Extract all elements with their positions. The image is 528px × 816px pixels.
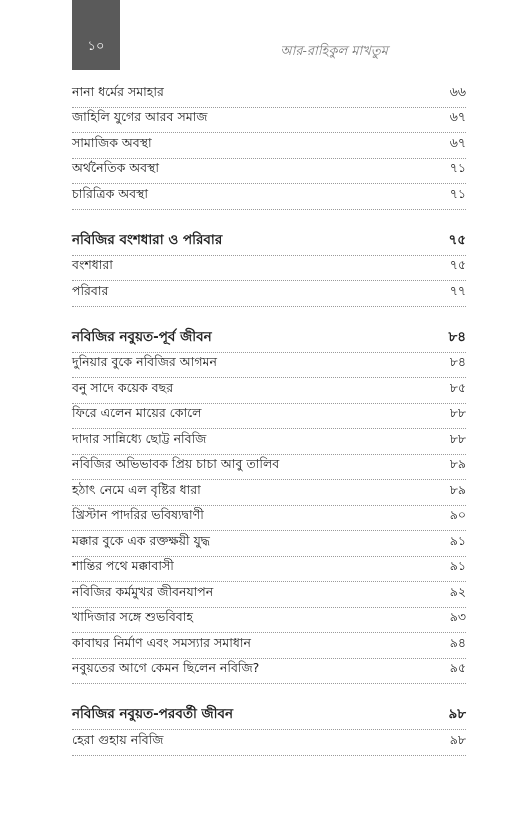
toc-entry[interactable] [72,582,466,608]
toc-chapter-title: নবিজির নবুয়ত-পরবর্তী জীবন [72,706,234,722]
toc-entry[interactable] [72,659,466,685]
toc-entry-title: নবিজির কর্মমুখর জীবনযাপন [72,583,214,599]
toc-entry[interactable] [72,633,466,659]
toc-entry-title: দাদার সান্নিধ্যে ছোট্ট নবিজি [72,430,207,446]
section-gap [72,210,466,230]
toc-entry-page: ৭১ [449,160,466,175]
toc-entry[interactable] [72,378,466,404]
toc-entry[interactable] [72,480,466,506]
toc-entry[interactable] [72,353,466,379]
toc-entry-page: ৯৩ [449,609,466,624]
toc-entry[interactable] [72,531,466,557]
toc-entry-title: অর্থনৈতিক অবস্থা [72,160,159,175]
toc-entry-page: ৯১ [449,532,466,548]
toc-entry[interactable] [72,133,466,159]
toc-chapter-page: ৯৮ [448,706,466,722]
toc-entry-title: কাবাঘর নির্মাণ এবং সমস্যার সমাধান [72,634,251,650]
toc-entry[interactable] [72,429,466,455]
toc-chapter-heading[interactable] [72,704,466,730]
toc-entry-page: ৬৭ [449,109,466,124]
toc-entry-title: শান্তির পথে মক্কাবাসী [72,558,174,573]
toc-chapter-title: নবিজির নবুয়ত-পূর্ব জীবন [72,328,212,345]
toc-entry[interactable] [72,608,466,634]
toc-entry[interactable] [72,256,466,282]
toc-entry[interactable] [72,730,466,756]
running-title: আর-রাহিকুল মাখতুম [280,44,388,59]
toc-entry-title: খ্রিস্টান পাদরির ভবিষ্যদ্বাণী [72,507,204,522]
toc-entry-page: ৭৭ [449,282,466,298]
toc-entry[interactable] [72,455,466,481]
toc-entry-title: দুনিয়ার বুকে নবিজির আগমন [72,354,217,369]
toc-entry-page: ৭৫ [449,257,466,272]
toc-entry-title: নানা ধর্মের সমাহার [72,83,164,99]
toc-entry-page: ৮৯ [449,481,466,497]
toc-entry-page: ৬৭ [449,134,466,150]
toc-entry-page: ৯৪ [449,634,466,650]
toc-entry-page: ৯২ [449,583,466,599]
toc-entry-title: হেরা গুহায় নবিজি [72,731,164,747]
toc-entry-page: ৮৯ [449,456,466,471]
section-gap [72,684,466,704]
toc-entry[interactable] [72,557,466,583]
page-number: ১০ [87,39,105,54]
toc-entry-title: চারিত্রিক অবস্থা [72,185,148,201]
toc-entry-page: ৯০ [449,507,466,522]
toc-entry-title: হঠাৎ নেমে এল বৃষ্টির ধারা [72,481,201,497]
section-gap [72,307,466,327]
toc-entry-title: মক্কার বুকে এক রক্তক্ষয়ী যুদ্ধ [72,532,210,548]
toc-chapter-title: নবিজির বংশধারা ও পরিবার [72,231,223,248]
toc-entry-title: নবুয়তের আগে কেমন ছিলেন নবিজি? [72,660,260,675]
toc-entry[interactable] [72,506,466,532]
toc-entry-title: পরিবার [72,282,109,298]
toc-entry[interactable] [72,184,466,210]
toc-entry-title: নবিজির অভিভাবক প্রিয় চাচা আবু তালিব [72,456,280,471]
toc-chapter-page: ৮৪ [448,328,466,345]
toc-chapter-page: ৭৫ [448,231,466,248]
toc-entry-title: সামাজিক অবস্থা [72,134,152,150]
toc-entry-page: ৬৬ [449,83,466,99]
toc-entry-page: ৮৮ [449,430,466,446]
toc-chapter-heading[interactable] [72,327,466,353]
toc-entry[interactable] [72,281,466,307]
toc-entry-title: বংশধারা [72,257,113,272]
toc-entry-page: ৮৪ [449,354,466,369]
toc-chapter-heading[interactable] [72,230,466,256]
toc-entry-title: ফিরে এলেন মায়ের কোলে [72,405,202,420]
toc-entry-page: ৭১ [449,185,466,201]
toc-entry-title: বনু সাদে কয়েক বছর [72,379,174,395]
toc-entry-page: ৯৮ [449,731,466,747]
toc-entry-title: জাহিলি যুগের আরব সমাজ [72,109,208,124]
toc-entry-title: খাদিজার সঙ্গে শুভবিবাহ [72,609,193,624]
table-of-contents [72,82,466,756]
toc-entry[interactable] [72,404,466,430]
toc-entry-page: ৮৫ [449,379,466,395]
toc-entry[interactable] [72,159,466,185]
toc-entry-page: ৯৫ [449,660,466,675]
toc-entry-page: ৯১ [449,558,466,573]
toc-entry[interactable] [72,82,466,108]
toc-entry[interactable] [72,108,466,134]
toc-entry-page: ৮৮ [449,405,466,420]
